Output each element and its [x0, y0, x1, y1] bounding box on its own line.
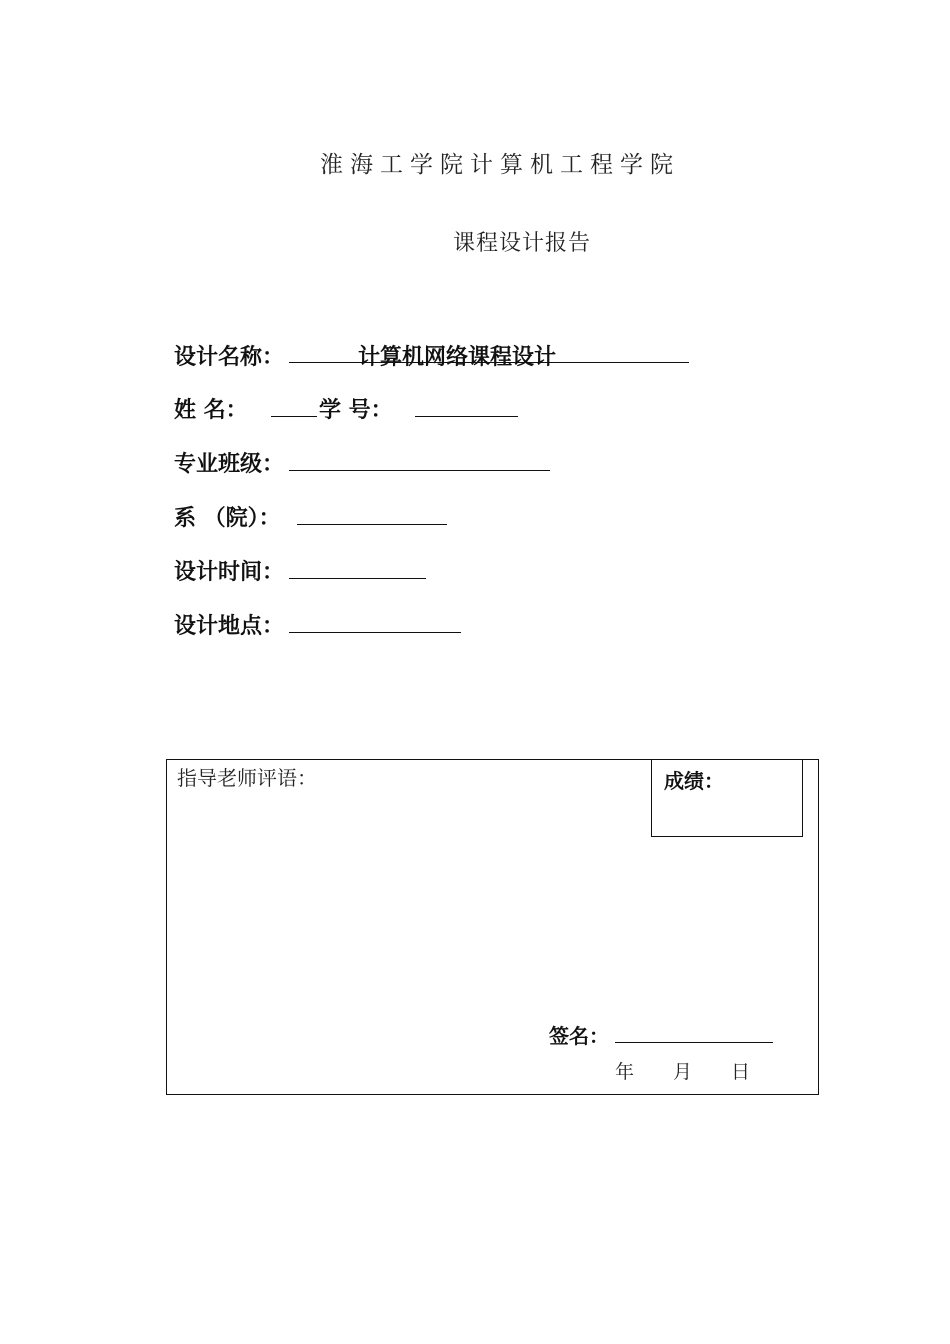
- comment-label: 指导老师评语：: [177, 766, 317, 790]
- grade-label: 成绩：: [664, 769, 724, 793]
- date-day: 日: [731, 1061, 751, 1083]
- date-month: 月: [673, 1061, 693, 1083]
- signature-label: 签名：: [549, 1024, 609, 1048]
- student-id-label: 学 号：: [319, 398, 393, 423]
- design-name-underline[interactable]: [289, 362, 689, 363]
- report-title: 课程设计报告: [453, 231, 592, 256]
- major-class-underline[interactable]: [289, 470, 550, 471]
- student-id-underline[interactable]: [415, 416, 518, 417]
- design-location-underline[interactable]: [289, 632, 461, 633]
- design-location-label: 设计地点：: [174, 614, 285, 639]
- signature-underline[interactable]: [615, 1042, 773, 1043]
- design-name-value: 计算机网络课程设计: [358, 345, 557, 370]
- major-class-label: 专业班级：: [174, 452, 285, 477]
- design-time-label: 设计时间：: [174, 560, 285, 585]
- school-name: 淮海工学院计算机工程学院: [320, 152, 680, 178]
- design-time-underline[interactable]: [289, 578, 426, 579]
- department-label: 系 （院）：: [174, 506, 281, 531]
- student-name-label: 姓 名：: [174, 398, 248, 423]
- date-year: 年: [615, 1061, 635, 1083]
- student-name-underline[interactable]: [271, 416, 317, 417]
- design-name-label: 设计名称：: [174, 345, 285, 370]
- department-underline[interactable]: [297, 524, 447, 525]
